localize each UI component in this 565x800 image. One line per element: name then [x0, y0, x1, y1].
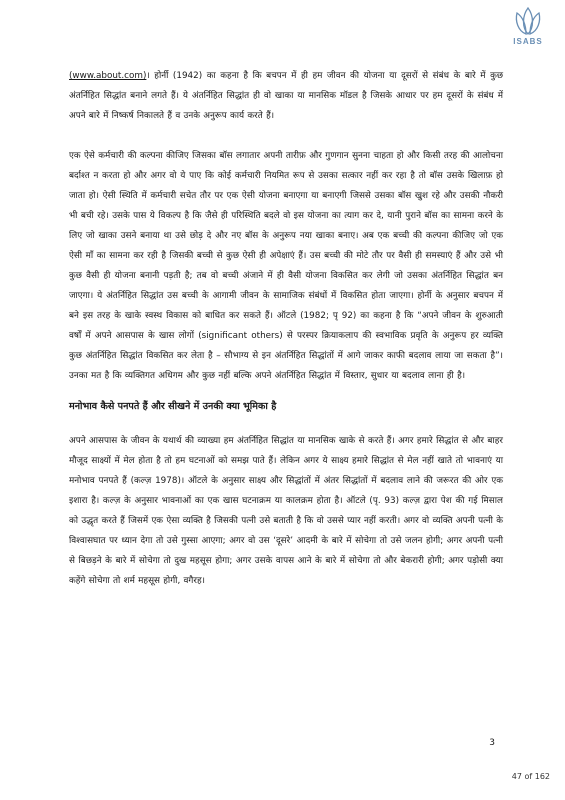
- lotus-icon: [511, 6, 545, 36]
- paragraph-2: एक ऐसे कर्मचारी की कल्पना कीजिए जिसका बॉस लगातार अपनी तारीफ़ और गुणगान सुनना चाहता हो और किसी तरह की आलोचना बर्दाश्त न करता हो और अगर वो ये पाए कि कोई कर्मचारी नियमित रूप से उसका सत्कार नहीं कर रहा है तो बॉस उसके खिलाफ़ हो जाता हो। ऐसी स्थिति में कर्मचारी सचेत तौर पर एक ऐसी योजना बनाएगा या बनाएगी जिससे उसका बॉस खुश रहे और उसकी नौकरी भी बची रहे। उसके पास ये विकल्प है कि जैसे ही परिस्थिति बदले वो इस योजना का त्याग कर दे, यानी पुराने बॉस का सामना करने के लिए जो खाका उसने बनाया था उसे छोड़ दे और नए बॉस के अनुरूप नया खाका बनाए। अब एक बच्ची की कल्पना कीजिए जो एक ऐसी माँ का सामना कर रही है जिसकी बच्ची से कुछ ऐसी ही अपेक्षाएं हैं। उस बच्ची की मोटे तौर पर वैसी ही समस्याएं हैं और उसे भी कुछ वैसी ही योजना बनानी पड़ती है; तब वो बच्ची अंजाने में ही वैसी योजना विकसित कर लेगी जो उसका अंतर्निहित सिद्धांत बन जाएगा। ये अंतर्निहित सिद्धांत उस बच्ची के आगामी जीवन के सामाजिक संबंधों में विकसित होता जाएगा। होर्नी के अनुसार बचपन में बने इस तरह के खाके स्वस्थ विकास को बाधित कर सकते हैं। ऑटले (1982; पृ 92) का कहना है कि “अपने जीवन के शुरुआती वर्षों में अपने आसपास के खास लोगों (significant others) से परस्पर क्रियाकलाप की स्वभाविक प्रवृति के अनुरूप हर व्यक्ति कुछ अंतर्निहित सिद्धांत विकसित कर लेता है – सौभाग्य से इन अंतर्निहित सिद्धांतों में आगे जाकर काफी बदलाव लाया जा सकता है”। उनका मत है कि व्यक्तिगत अधिगम और कुछ नहीं बल्कि अपने अंतर्निहित सिद्धांत में विस्तार, सुधार या बदलाव लाना ही है।: [69, 151, 503, 381]
- source-link[interactable]: (www.about.com): [69, 71, 147, 81]
- paragraph-1-text: । होर्नी (1942) का कहना है कि बचपन में ही हम जीवन की योजना या दूसरों से संबंध के बारे में कुछ अंतर्निहित सिद्धांत बनाने लगते हैं। ये अंतर्निहित सिद्धांत ही वो खाका या मानसिक मॉडल है जिसके आधार पर हम दूसरों के संबंध में अपने बारे में निष्कर्ष निकालते हैं व उनके अनुरूप कार्य करते हैं।: [69, 71, 503, 121]
- paragraph-1: [69, 66, 503, 126]
- document-body: [69, 66, 503, 591]
- section-heading: मनोभाव कैसे पनपते हैं और सीखने में उनकी क्या भूमिका है: [69, 401, 277, 412]
- isabs-logo: [507, 6, 549, 54]
- page-counter: 47 of 162: [511, 772, 550, 781]
- paragraph-3: अपने आसपास के जीवन के यथार्थ की व्याख्या हम अंतर्निहित सिद्धांत या मानसिक खाके से करते हैं। अगर हमारे सिद्धांत से और बाहर मौजूद साक्ष्यों में मेल होता है तो हम घटनाओं को समझ पाते हैं। लेकिन अगर ये साक्ष्य हमारे सिद्धांत से मेल नहीं खाते तो भावनाएं या मनोभाव पनपते हैं (कल्ज़ 1978)। ऑटले के अनुसार साक्ष्य और सिद्धांतों में अंतर सिद्धांतों में बदलाव लाने की जरूरत की ओर एक इशारा है। कल्ज़ के अनुसार भावनाओं का एक खास घटनाक्रम या कालक्रम होता है। ऑटले (पृ. 93) कल्ज़ द्वारा पेश की गई मिसाल को उद्धृत करते हैं जिसमें एक ऐसा व्यक्ति है जिसकी पत्नी उसे बताती है कि वो उससे प्यार नहीं करती। अगर वो व्यक्ति अपनी पत्नी के विश्वासघात पर ध्यान देगा तो उसे गुस्सा आएगा; अगर वो उस ‘दूसरे’ आदमी के बारे में सोचेगा तो उसे जलन होगी; अगर अपनी पत्नी से बिछड़ने के बारे में सोचेगा तो दुख महसूस होगा; अगर उसके वापस आने के बारे में सोचेगा तो और बेकरारी होगी; अगर पड़ोसी क्या कहेंगे सोचेगा तो शर्म महसूस होगी, वगैरह।: [69, 436, 503, 586]
- page-number: 3: [489, 738, 495, 748]
- logo-text: ISABS: [513, 37, 543, 46]
